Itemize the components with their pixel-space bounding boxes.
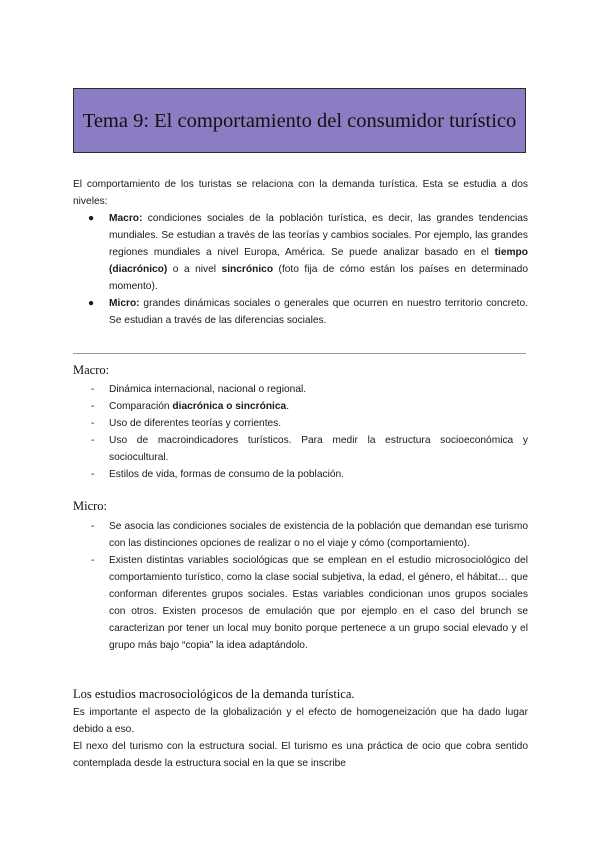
dash-icon: - bbox=[91, 401, 95, 412]
macro-item-text: Dinámica internacional, nacional o regional. bbox=[109, 384, 307, 395]
macro-list bbox=[73, 381, 528, 483]
macro-item-text: Uso de macroindicadores turísticos. Para medir la estructura socioeconómica y sociocultural. bbox=[109, 435, 528, 463]
bullet-icon: ● bbox=[88, 298, 95, 309]
macro-item-text: Estilos de vida, formas de consumo de la población. bbox=[109, 469, 345, 480]
micro-item-text: Existen distintas variables sociológicas que se emplean en el estudio microsociológico del comportamiento turístico, como la clase social subjetiva, la edad, el género, el hábitat… que conforman diferentes grupos sociales. Estas variables condicionan unos grupos sociales con otros. Existen procesos de emulación que por ejemplo en el caso del brunch se caracterizan por tener un local muy bonito porque pertenece a un grupo social elevado y el grupo más bajo “copia” la idea adaptándolo. bbox=[109, 555, 528, 651]
studies-paragraph: Es importante el aspecto de la globalización y el efecto de homogeneización que ha dado lugar debido a eso. bbox=[73, 707, 528, 735]
levels-list bbox=[73, 210, 528, 329]
level-term: Macro: bbox=[109, 213, 143, 224]
micro-item-text: Se asocia las condiciones sociales de existencia de la población que demandan ese turismo con las distinciones opciones de realizar o no el viaje y cómo (comportamiento). bbox=[109, 521, 528, 549]
level-item-macro bbox=[73, 210, 528, 295]
macro-item-text: Comparación bbox=[109, 401, 173, 412]
macro-section bbox=[73, 361, 528, 483]
macro-heading: Macro: bbox=[73, 363, 110, 377]
dash-icon: - bbox=[91, 418, 95, 429]
level-text: (foto fija de cómo están los países en determinado momento). bbox=[109, 264, 528, 292]
macro-item bbox=[73, 466, 528, 483]
intro-paragraph: El comportamiento de los turistas se relaciona con la demanda turística. Esta se estudia a dos niveles: bbox=[73, 179, 528, 207]
level-text: o a nivel bbox=[167, 264, 222, 275]
macro-item bbox=[73, 415, 528, 432]
micro-section bbox=[73, 497, 528, 654]
level-text: condiciones sociales de la población turística, es decir, las grandes tendencias mundiales. Se estudian a través de las teorías y cambios sociales. Por ejemplo, las grandes regiones mundiales a nivel Europa, América. Se puede analizar basado en el bbox=[109, 213, 528, 258]
level-text: grandes dinámicas sociales o generales que ocurren en nuestro territorio concreto. Se estudian a través de las diferencias sociales. bbox=[109, 298, 528, 326]
section-divider bbox=[73, 353, 526, 354]
studies-paragraph: El nexo del turismo con la estructura social. El turismo es una práctica de ocio que cobra sentido contemplada desde la estructura social en la que se inscribe bbox=[73, 741, 528, 769]
micro-item bbox=[73, 552, 528, 654]
macro-item-text: . bbox=[286, 401, 290, 412]
studies-section bbox=[73, 685, 528, 772]
macro-item bbox=[73, 432, 528, 466]
micro-list bbox=[73, 518, 528, 654]
micro-heading: Micro: bbox=[73, 499, 108, 513]
macro-item-text: Uso de diferentes teorías y corrientes. bbox=[109, 418, 282, 429]
level-bold: tiempo (diacrónico) bbox=[109, 247, 528, 275]
dash-icon: - bbox=[91, 435, 95, 446]
dash-icon: - bbox=[91, 384, 95, 395]
level-term: Micro: bbox=[109, 298, 140, 309]
macro-item bbox=[73, 398, 528, 415]
studies-heading: Los estudios macrosociológicos de la demanda turística. bbox=[73, 687, 355, 701]
micro-item bbox=[73, 518, 528, 552]
macro-item-bold: diacrónica o sincrónica bbox=[172, 401, 287, 412]
dash-icon: - bbox=[91, 555, 95, 566]
level-bold: sincrónico bbox=[221, 264, 274, 275]
macro-item bbox=[73, 381, 528, 398]
dash-icon: - bbox=[91, 469, 95, 480]
bullet-icon: ● bbox=[88, 213, 95, 224]
title-box bbox=[73, 88, 526, 153]
dash-icon: - bbox=[91, 521, 95, 532]
page-title: Tema 9: El comportamiento del consumidor turístico bbox=[82, 109, 517, 132]
intro-section bbox=[73, 176, 528, 329]
level-item-micro bbox=[73, 295, 528, 329]
